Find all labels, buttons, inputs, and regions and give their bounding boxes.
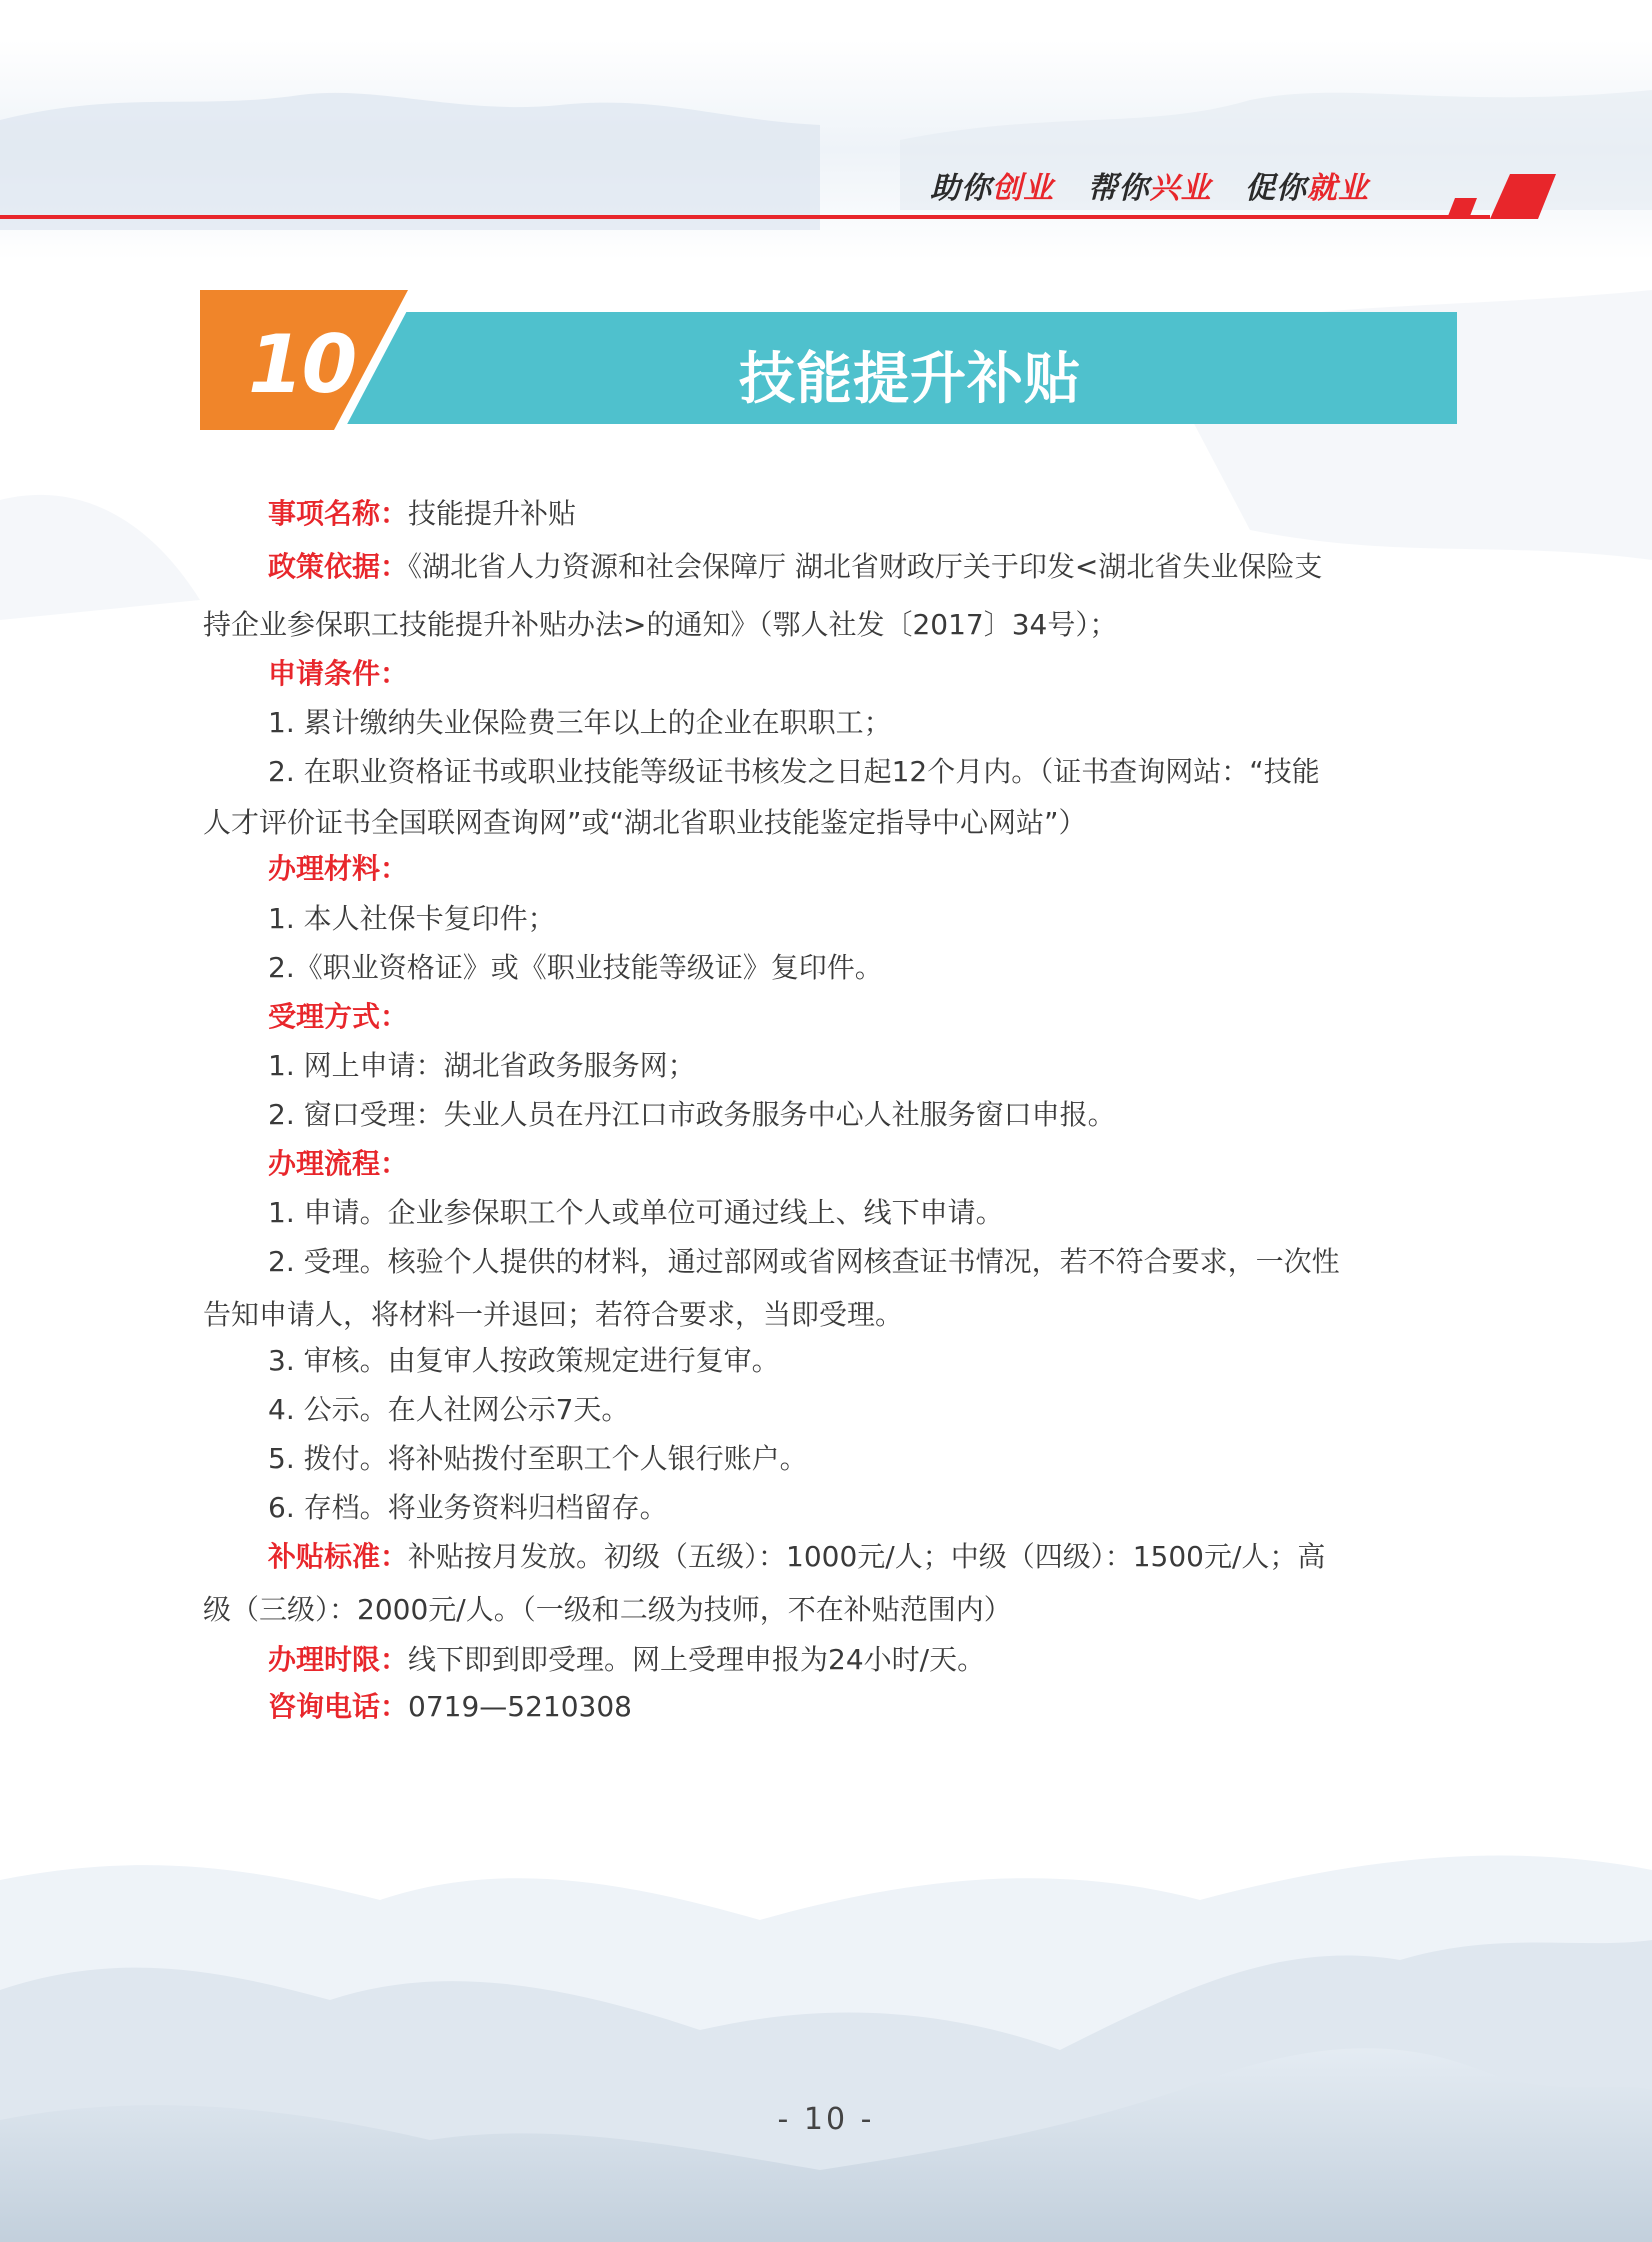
field-value: 线下即到即受理。网上受理申报为24小时/天。 — [408, 1643, 986, 1676]
phone-number: 0719—5210308 — [408, 1690, 632, 1723]
field-value: 补贴按月发放。初级（五级）：1000元/人；中级（四级）：1500元/人；高 — [408, 1540, 1326, 1573]
slogan-highlight: 兴业 — [1149, 171, 1212, 206]
process-step-cont: 告知申请人，将材料一并退回；若符合要求，当即受理。 — [203, 1298, 904, 1331]
process-step: 1. 申请。企业参保职工个人或单位可通过线上、线下申请。 — [268, 1196, 1004, 1229]
process-label — [268, 1147, 408, 1181]
field-label: 申请条件： — [268, 657, 409, 690]
field-label: 受理方式： — [268, 1000, 409, 1033]
item-name-row — [268, 497, 576, 531]
field-label: 政策依据： — [268, 550, 409, 583]
slogan-item-2 — [1087, 171, 1211, 206]
field-value: 《湖北省人力资源和社会保障厅 湖北省财政厅关于印发<湖北省失业保险支 — [408, 550, 1323, 583]
condition-item-cont: 人才评价证书全国联网查询网”或“湖北省职业技能鉴定指导中心网站”） — [203, 806, 1087, 839]
slogan-highlight: 就业 — [1306, 171, 1369, 206]
accept-label — [268, 1000, 408, 1034]
conditions-label — [268, 657, 408, 691]
policy-row-cont: 持企业参保职工技能提升补贴办法>的通知》（鄂人社发〔2017〕34号）； — [203, 608, 1118, 641]
accept-item: 2. 窗口受理：失业人员在丹江口市政务服务中心人社服务窗口申报。 — [268, 1098, 1116, 1131]
time-row — [268, 1643, 985, 1677]
slogan-text: 助你 — [930, 171, 992, 206]
field-value: 技能提升补贴 — [408, 497, 577, 530]
process-step: 2. 受理。核验个人提供的材料，通过部网或省网核查证书情况，若不符合要求，一次性 — [268, 1245, 1340, 1278]
standard-row-cont: 级（三级）：2000元/人。（一级和二级为技师，不在补贴范围内） — [203, 1593, 1012, 1626]
section-number: 10 — [248, 318, 356, 411]
material-item: 2.《职业资格证》或《职业技能等级证》复印件。 — [268, 951, 883, 984]
phone-row — [268, 1690, 632, 1724]
process-step: 5. 拨付。将补贴拨付至职工个人银行账户。 — [268, 1442, 808, 1475]
material-item: 1. 本人社保卡复印件； — [268, 902, 556, 935]
process-step: 4. 公示。在人社网公示7天。 — [268, 1393, 630, 1426]
page-number: - 10 - — [777, 2102, 875, 2137]
field-label: 办理流程： — [268, 1147, 409, 1180]
slogan-highlight: 创业 — [992, 171, 1054, 206]
slogan-text: 促你 — [1244, 171, 1307, 206]
process-step: 6. 存档。将业务资料归档留存。 — [268, 1491, 668, 1524]
materials-label — [268, 852, 408, 886]
field-label: 办理材料： — [268, 852, 409, 885]
slogan-text: 帮你 — [1087, 171, 1150, 206]
standard-row — [268, 1540, 1325, 1574]
policy-row — [268, 550, 1322, 584]
condition-item: 2. 在职业资格证书或职业技能等级证书核发之日起12个月内。（证书查询网站：“技能 — [268, 755, 1320, 788]
slogan-item-3 — [1245, 171, 1369, 206]
accept-item: 1. 网上申请：湖北省政务服务网； — [268, 1049, 696, 1082]
process-step: 3. 审核。由复审人按政策规定进行复审。 — [268, 1344, 780, 1377]
field-label: 事项名称： — [268, 497, 409, 530]
field-label: 办理时限： — [268, 1643, 409, 1676]
header-slogan — [930, 163, 1391, 207]
slogan-item-1 — [930, 171, 1054, 206]
field-label: 补贴标准： — [268, 1540, 409, 1573]
condition-item: 1. 累计缴纳失业保险费三年以上的企业在职职工； — [268, 706, 892, 739]
section-title: 技能提升补贴 — [739, 347, 1081, 412]
field-label: 咨询电话： — [268, 1690, 409, 1723]
